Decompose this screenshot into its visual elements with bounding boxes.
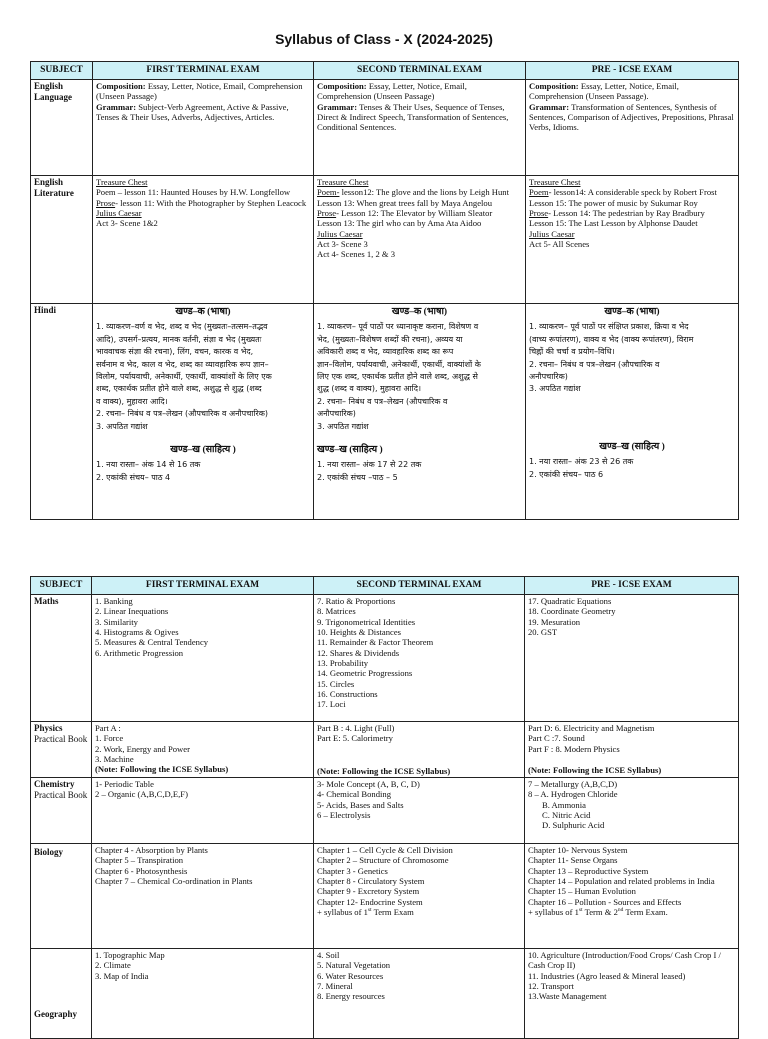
list-item: 2. एकांकी संचय –पाठ – 5: [317, 472, 398, 482]
list-item: चिह्नों की चर्चा व प्रयोग–विधि।: [529, 347, 615, 357]
header-row: [31, 577, 739, 595]
header-subject: SUBJECT: [31, 62, 93, 80]
list-item: Chapter 12- Endocrine System: [317, 896, 423, 907]
list-item: अनौपचारिक): [317, 409, 356, 419]
cell-maths-second: [314, 595, 525, 722]
list-item: Chapter 5 – Transpiration: [95, 855, 184, 866]
note-sup: st: [578, 906, 583, 913]
grammar-text: Subject-Verb Agreement, Active & Passive, Tenses & Their Uses, Adverbs, Adjectives, Articles.: [96, 101, 289, 122]
act-item: Act 3- Scene 3: [317, 238, 368, 249]
list-item: 1. व्याकरण– पूर्व पाठों पर संक्षिप्त प्रकाश, क्रिया व भेद: [529, 322, 689, 332]
term-syllabus-note: [528, 907, 735, 917]
list-item: 7. Mineral: [317, 980, 353, 991]
list-item: Part E: 5. Calorimetry: [317, 733, 393, 744]
cell-hindi-first: [93, 304, 314, 520]
drama-title: Julius Caesar: [529, 228, 575, 239]
list-item: भेद, (मुख्यतः–विशेषण शब्दों की रचना), अव्यय या: [317, 334, 463, 344]
physics-first-list: [95, 723, 310, 764]
section-b-heading: खण्ड–ख (साहित्य ): [317, 444, 383, 455]
term-syllabus-note: [317, 907, 521, 917]
list-item: 2. Climate: [95, 960, 131, 971]
cell-biology-first: [92, 843, 314, 948]
biology-second-list: [317, 845, 521, 907]
section-a-heading: खण्ड–क (भाषा): [175, 307, 231, 317]
list-item: 2. रचना– निबंध व पत्र–लेखन (औपचारिक व: [317, 396, 448, 406]
list-item: C. Nitric Acid: [542, 809, 591, 820]
cell-geography-second: [314, 948, 525, 1038]
cell-english-literature-first: [93, 176, 314, 304]
list-item: Chapter 10- Nervous System: [528, 844, 628, 855]
icse-note: (Note: Following the ICSE Syllabus): [528, 764, 662, 775]
lesson-item: - Lesson 12: The Elevator by William Sleator: [336, 207, 493, 218]
list-item: 3- Mole Concept (A, B, C, D): [317, 778, 420, 789]
list-item: विलोम, पर्यायवाची, अनेकार्थी, एकार्थी, वाक्यांशों के लिए एक: [96, 371, 272, 381]
grammar-label: Grammar:: [529, 101, 570, 112]
list-item: 3. Map of India: [95, 970, 149, 981]
list-item: 7. Ratio & Proportions: [317, 596, 396, 606]
list-item: 8. Matrices: [317, 606, 356, 617]
list-item: Part B : 4. Light (Full): [317, 723, 395, 733]
list-item: Chapter 15 – Human Evolution: [528, 886, 636, 897]
cell-english-language-first: [93, 80, 314, 176]
subject-biology: Biology: [31, 843, 92, 948]
chemistry-pre-sub-list: [528, 800, 735, 831]
subject-english-literature: English Literature: [31, 176, 93, 304]
subject-geography: Geography: [31, 948, 92, 1038]
note-text: Term Exam.: [623, 906, 668, 917]
subject-hindi: Hindi: [31, 304, 93, 520]
list-item: 14. Geometric Progressions: [317, 668, 413, 679]
list-item: Chapter 11- Sense Organs: [528, 855, 618, 866]
section-b-heading: खण्ड–ख (साहित्य ): [599, 441, 665, 452]
list-item: 3. अपठित गद्यांश: [529, 384, 581, 394]
physics-pre-list: [528, 723, 735, 754]
note-sup: nd: [617, 906, 624, 913]
cell-maths-pre: [525, 595, 739, 722]
physics-second-list: [317, 723, 521, 744]
list-item: 2. Work, Energy and Power: [95, 743, 190, 754]
act-item: Act 3- Scene 1&2: [96, 218, 158, 229]
lesson-item: lesson12: The glove and the lions by Leigh Hunt: [339, 187, 509, 198]
list-item: 19. Mesuration: [528, 616, 581, 627]
cell-maths-first: [92, 595, 314, 722]
list-item: 16. Constructions: [317, 688, 378, 699]
list-item: 2 – Organic (A,B,C,D,E,F): [95, 789, 188, 800]
row-physics: [31, 722, 739, 778]
practical-book-label: Practical Book: [34, 789, 88, 800]
section-a-heading: खण्ड–क (भाषा): [391, 307, 448, 317]
hindi-first-b-list: [96, 459, 310, 484]
practical-book-label: Practical Book: [34, 733, 88, 744]
list-item: 6. Arithmetic Progression: [95, 647, 184, 658]
composition-text: Essay, Letter, Notice, Email, Comprehension (Unseen Passage).: [529, 81, 679, 102]
list-item: 3. Similarity: [95, 616, 138, 627]
list-item: अनौपचारिक): [529, 371, 568, 381]
list-item: अविकारी शब्द व भेद, व्यावहारिक शब्द का रूप: [317, 347, 454, 357]
list-item: 2. एकांकी संचय– पाठ 4: [96, 472, 171, 482]
list-item: D. Sulphuric Acid: [542, 820, 605, 831]
list-item: 1. व्याकरण– पूर्व पाठों पर ध्यानाकृष्ट कराना, विशेषण व: [317, 322, 479, 332]
list-item: Chapter 4 - Absorption by Plants: [95, 844, 208, 855]
subject-chemistry: [31, 777, 92, 843]
hindi-second-a-list: [317, 321, 522, 433]
hindi-pre-a-list: [529, 321, 735, 395]
list-item: आदि), उपसर्ग–प्रत्यय, मानक वर्तनी, संज्ञा व भेद (मुख्यतः: [96, 334, 262, 344]
cell-physics-second: [314, 722, 525, 778]
cell-physics-first: [92, 722, 314, 778]
list-item: 17. Loci: [317, 699, 346, 710]
cell-geography-pre: [525, 948, 739, 1038]
syllabus-table-languages: [30, 61, 739, 520]
list-item: 1. Topographic Map: [95, 949, 165, 960]
list-item: 1. Banking: [95, 596, 133, 606]
cell-chemistry-second: [314, 777, 525, 843]
list-item: 13.Waste Management: [528, 991, 607, 1002]
list-item: 3. अपठित गद्यांश: [96, 421, 148, 431]
list-item: 4. Soil: [317, 949, 340, 960]
list-item: 18. Coordinate Geometry: [528, 606, 616, 617]
list-item: (वाच्य रूपांतरण), वाक्य व भेद (वाक्य रूपांतरण), विराम: [529, 334, 694, 344]
row-hindi: [31, 304, 739, 520]
chemistry-pre-list: [528, 779, 735, 800]
grammar-text: Transformation of Sentences, Synthesis of Sentences, Comparison of Adjectives, Prepositions, Phrasal Verbs, Idioms.: [529, 101, 734, 133]
list-item: 2. रचना– निबंध व पत्र–लेखन (औपचारिक व: [529, 359, 660, 369]
list-item: Chapter 6 - Photosynthesis: [95, 865, 188, 876]
list-item: व वाक्य), मुहावरा आदि।: [96, 396, 168, 406]
list-item: 2. Linear Inequations: [95, 606, 169, 617]
row-biology: [31, 843, 739, 948]
prose-label: Prose: [529, 207, 549, 218]
cell-chemistry-pre: [525, 777, 739, 843]
cell-english-literature-second: [314, 176, 526, 304]
composition-text: Essay, Letter, Notice, Email, Comprehension (Unseen Passage): [96, 81, 303, 102]
header-first-terminal: FIRST TERMINAL EXAM: [92, 577, 314, 595]
row-geography: [31, 948, 739, 1038]
drama-title: Julius Caesar: [317, 228, 363, 239]
cell-chemistry-first: [92, 777, 314, 843]
list-item: 11. Remainder & Factor Theorem: [317, 637, 434, 648]
prose-label: Prose: [96, 197, 116, 208]
list-item: Part C :7. Sound: [528, 733, 585, 744]
list-item: Chapter 13 – Reproductive System: [528, 865, 649, 876]
list-item: 1. व्याकरण–वर्ण व भेद, शब्द व भेद (मुख्यतः–तत्सम–तद्भव: [96, 322, 268, 332]
list-item: 13. Probability: [317, 657, 369, 668]
grammar-text: Tenses & Their Uses, Sequence of Tenses, Direct & Indirect Speech, Transformation of Sentences, Conditional Sentences.: [317, 101, 509, 133]
lesson-item: - Lesson 14: The pedestrian by Ray Bradbury: [548, 207, 705, 218]
list-item: 3. अपठित गद्यांश: [317, 421, 369, 431]
hindi-pre-b-list: [529, 456, 735, 481]
cell-english-language-second: [314, 80, 526, 176]
list-item: 5. Natural Vegetation: [317, 960, 391, 971]
header-first-terminal: FIRST TERMINAL EXAM: [93, 62, 314, 80]
list-item: Chapter 1 – Cell Cycle & Cell Division: [317, 844, 453, 855]
grammar-label: Grammar:: [96, 101, 137, 112]
note-text: Term & 2: [582, 906, 618, 917]
cell-physics-pre: [525, 722, 739, 778]
row-english-language: [31, 80, 739, 176]
page-title: Syllabus of Class - X (2024-2025): [275, 31, 493, 47]
list-item: Chapter 7 – Chemical Co-ordination in Plants: [95, 875, 253, 886]
lesson-item: - lesson14: A considerable speck by Robert Frost: [548, 187, 717, 198]
list-item: 17. Quadratic Equations: [528, 596, 612, 606]
row-english-literature: [31, 176, 739, 304]
biology-pre-list: [528, 845, 735, 907]
list-item: Chapter 16 – Pollution - Sources and Effects: [528, 896, 682, 907]
section-b-heading: खण्ड–ख (साहित्य ): [170, 444, 236, 455]
lesson-item: Lesson 13: When great trees fall by Maya Angelou: [317, 197, 493, 208]
list-item: शुद्ध (शब्द व वाक्य), मुहावरा आदि।: [317, 384, 421, 394]
list-item: 3. Machine: [95, 753, 134, 764]
composition-label: Composition:: [317, 81, 367, 91]
icse-note: (Note: Following the ICSE Syllabus): [95, 764, 229, 775]
cell-biology-second: [314, 843, 525, 948]
list-item: 4. Histograms & Ogives: [95, 626, 179, 637]
syllabus-table-sciences: [30, 576, 739, 1039]
subject-name: Physics: [34, 723, 63, 733]
list-item: 10. Heights & Distances: [317, 626, 402, 637]
composition-label: Composition:: [529, 81, 579, 91]
act-item: Act 5- All Scenes: [529, 238, 590, 249]
list-item: 2. एकांकी संचय– पाठ 6: [529, 469, 604, 479]
list-item: Chapter 9 - Excretory System: [317, 886, 420, 897]
cell-english-language-pre: [526, 80, 739, 176]
section-a-heading: खण्ड–क (भाषा): [604, 307, 660, 317]
list-item: 9. Trigonometrical Identities: [317, 616, 416, 627]
note-text: Term Exam: [371, 906, 414, 917]
cell-english-literature-pre: [526, 176, 739, 304]
poem-label: Poem: [529, 187, 549, 198]
subject-name: Chemistry: [34, 778, 75, 789]
list-item: शब्द, एकार्थक प्रतीत होने वाले शब्द, अशुद्ध से शुद्ध (शब्द: [96, 384, 262, 394]
cell-geography-first: [92, 948, 314, 1038]
list-item: 7 – Metallurgy (A,B,C,D): [528, 778, 618, 789]
header-second-terminal: SECOND TERMINAL EXAM: [314, 62, 526, 80]
list-item: 6. Water Resources: [317, 970, 384, 981]
list-item: 1- Periodic Table: [95, 778, 154, 789]
list-item: Chapter 8 - Circulatory System: [317, 875, 425, 886]
grammar-label: Grammar:: [317, 101, 358, 112]
list-item: लिए एक शब्द, एकार्थक प्रतीत होने वाले शब्द, अशुद्ध से: [317, 371, 478, 381]
lesson-item: Lesson 13: The girl who can by Ama Ata Aidoo: [317, 218, 482, 229]
header-pre-icse: PRE - ICSE EXAM: [526, 62, 739, 80]
prose-label: Prose: [317, 207, 337, 218]
list-item: 11. Industries (Agro leased & Mineral leased): [528, 970, 686, 981]
subject-english-language: English Language: [31, 80, 93, 176]
list-item: 6 – Electrolysis: [317, 809, 371, 820]
row-maths: [31, 595, 739, 722]
list-item: 10. Agriculture (Introduction/Food Crops/ Cash Crop I / Cash Crop II): [528, 949, 721, 971]
list-item: 12. Transport: [528, 980, 574, 991]
header-subject: SUBJECT: [31, 577, 92, 595]
lesson-item: Lesson 15: The Last Lesson by Alphonse Daudet: [529, 218, 698, 229]
book-title: Treasure Chest: [96, 177, 148, 187]
note-sup: st: [367, 906, 372, 913]
subject-physics: [31, 722, 92, 778]
list-item: Chapter 14 – Population and related problems in India: [528, 875, 715, 886]
list-item: 1. नया रास्ता– अंक 14 से 16 तक: [96, 460, 201, 470]
list-item: Part D: 6. Electricity and Magnetism: [528, 723, 655, 733]
header-pre-icse: PRE - ICSE EXAM: [525, 577, 739, 595]
cell-biology-pre: [525, 843, 739, 948]
list-item: 1. Force: [95, 733, 124, 744]
lesson-item: Lesson 15: The power of music by Sukumar Roy: [529, 197, 698, 208]
list-item: 15. Circles: [317, 678, 355, 689]
row-chemistry: [31, 777, 739, 843]
hindi-first-a-list: [96, 321, 310, 433]
note-text: + syllabus of 1: [528, 906, 579, 917]
list-item: Chapter 3 - Genetics: [317, 865, 388, 876]
poem-label: Poem-: [317, 187, 340, 198]
list-item: Part A :: [95, 723, 121, 733]
list-item: Chapter 2 – Structure of Chromosome: [317, 855, 449, 866]
list-item: 8. Energy resources: [317, 991, 385, 1002]
lesson-item: Poem – lesson 11: Haunted Houses by H.W. Longfellow: [96, 187, 291, 198]
hindi-second-b-list: [317, 459, 522, 484]
list-item: 12. Shares & Dividends: [317, 647, 400, 658]
composition-label: Composition:: [96, 81, 146, 91]
lesson-item: - lesson 11: With the Photographer by Stephen Leacock: [115, 197, 307, 208]
act-item: Act 4- Scenes 1, 2 & 3: [317, 249, 396, 260]
cell-hindi-second: [314, 304, 526, 520]
list-item: ज्ञान–विलोम, पर्यायवाची, अनेकार्थी, एकार्थी, वाक्यांशों के: [317, 359, 481, 369]
list-item: 5. Measures & Central Tendency: [95, 637, 209, 648]
composition-text: Essay, Letter, Notice, Email, Comprehension (Unseen Passage): [317, 81, 467, 102]
list-item: 4- Chemical Bonding: [317, 789, 391, 800]
list-item: 5- Acids, Bases and Salts: [317, 799, 404, 810]
list-item: 8 – A. Hydrogen Chloride: [528, 789, 618, 800]
list-item: 1. नया रास्ता– अंक 17 से 22 तक: [317, 460, 422, 470]
list-item: Part F : 8. Modern Physics: [528, 743, 620, 754]
list-item: सर्वनाम व भेद, काल व भेद, शब्द का व्यावहारिक रूप ज्ञान–: [96, 359, 269, 369]
subject-maths: Maths: [31, 595, 92, 722]
cell-hindi-pre: [526, 304, 739, 520]
header-second-terminal: SECOND TERMINAL EXAM: [314, 577, 525, 595]
list-item: 1. नया रास्ता– अंक 23 से 26 तक: [529, 457, 634, 467]
header-row: [31, 62, 739, 80]
drama-title: Julius Caesar: [96, 207, 142, 218]
icse-note: (Note: Following the ICSE Syllabus): [317, 765, 451, 776]
book-title: Treasure Chest: [317, 177, 369, 187]
book-title: Treasure Chest: [529, 177, 581, 187]
note-text: + syllabus of 1: [317, 906, 368, 917]
list-item: भाववाचक संज्ञा की रचना), लिंग, वचन, कारक व भेद,: [96, 347, 254, 357]
list-item: B. Ammonia: [542, 799, 586, 810]
list-item: 2. रचना– निबंध व पत्र–लेखन (औपचारिक व अनौपचारिक): [96, 409, 268, 419]
list-item: 20. GST: [528, 626, 558, 637]
